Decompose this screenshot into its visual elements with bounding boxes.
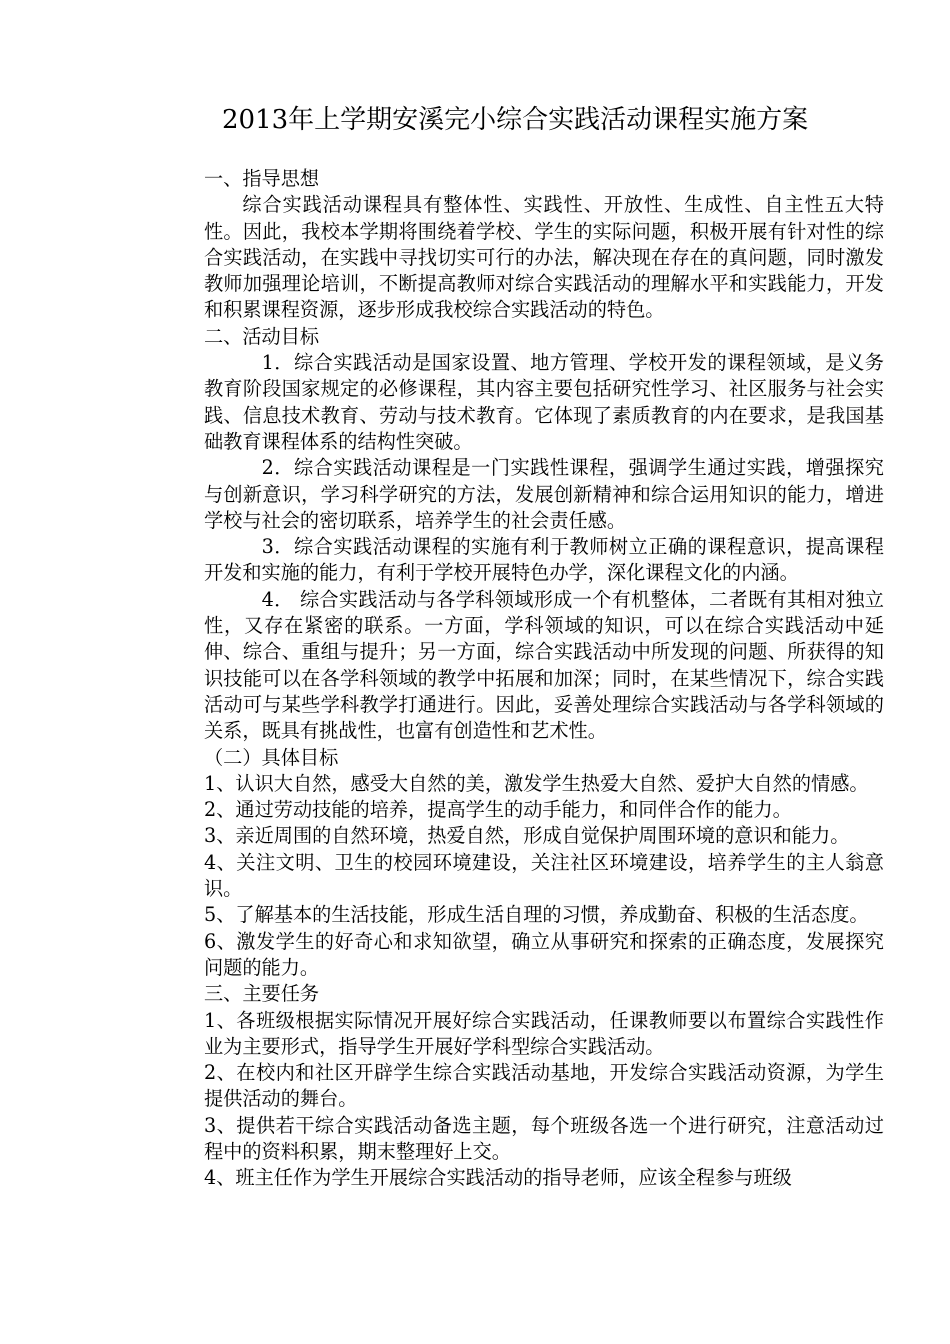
paragraph: 3、亲近周围的自然环境，热爱自然，形成自觉保护周围环境的意识和能力。 bbox=[204, 824, 850, 848]
paragraph: 三、主要任务 bbox=[204, 982, 320, 1006]
paragraph: 1、认识大自然，感受大自然的美，激发学生热爱大自然、爱护大自然的情感。 bbox=[204, 771, 869, 795]
paragraph: 2．综合实践活动课程是一门实践性课程，强调学生通过实践，增强探究与创新意识，学习科学研究的方法，发展创新精神和综合运用知识的能力，增进学校与社会的密切联系，培养学生的社会责任感。 bbox=[204, 456, 884, 532]
paragraph: 6、激发学生的好奇心和求知欲望，确立从事研究和探索的正确态度，发展探究问题的能力。 bbox=[204, 929, 884, 979]
document-title: 2013年上学期安溪完小综合实践活动课程实施方案 bbox=[222, 105, 809, 135]
paragraph: 5、了解基本的生活技能，形成生活自理的习惯，养成勤奋、积极的生活态度。 bbox=[204, 903, 869, 927]
paragraph: 二、活动目标 bbox=[204, 324, 320, 348]
document-body bbox=[204, 166, 884, 1192]
paragraph: 4、关注文明、卫生的校园环境建设，关注社区环境建设，培养学生的主人翁意识。 bbox=[204, 850, 884, 901]
paragraph: 4． 综合实践活动与各学科领域形成一个有机整体，二者既有其相对独立性，又存在紧密的联系。一方面，学科领域的知识，可以在综合实践活动中延伸、综合、重组与提升；另一方面，综合实践活动中所发现的问题、所获得的知识技能可以在各学科领域的教学中拓展和加深；同时，在某些情况下，综合实践活动可与某些学科教学打通进行。因此，妥善处理综合实践活动与各学科领域的关系，既具有挑战性，也富有创造性和艺术性。 bbox=[204, 587, 884, 743]
paragraph: 3、提供若干综合实践活动备选主题，每个班级各选一个进行研究，注意活动过程中的资料积累，期末整理好上交。 bbox=[204, 1113, 884, 1163]
paragraph: 一、指导思想 bbox=[204, 167, 320, 190]
paragraph: （二）具体目标 bbox=[204, 745, 339, 769]
paragraph: 2、通过劳动技能的培养，提高学生的动手能力，和同伴合作的能力。 bbox=[204, 798, 792, 822]
paragraph: 1．综合实践活动是国家设置、地方管理、学校开发的课程领域，是义务教育阶段国家规定的必修课程，其内容主要包括研究性学习、社区服务与社会实践、信息技术教育、劳动与技术教育。它体现了素质教育的内在要求，是我国基础教育课程体系的结构性突破。 bbox=[204, 351, 884, 453]
paragraph: 2、在校内和社区开辟学生综合实践活动基地，开发综合实践活动资源，为学生提供活动的舞台。 bbox=[204, 1061, 884, 1111]
paragraph: 3．综合实践活动课程的实施有利于教师树立正确的课程意识，提高课程开发和实施的能力，有利于学校开展特色办学，深化课程文化的内涵。 bbox=[204, 535, 884, 585]
paragraph: 4、班主任作为学生开展综合实践活动的指导老师，应该全程参与班级 bbox=[204, 1166, 792, 1190]
paragraph: 1、各班级根据实际情况开展好综合实践活动，任课教师要以布置综合实践性作业为主要形式，指导学生开展好学科型综合实践活动。 bbox=[204, 1008, 884, 1058]
paragraph: 综合实践活动课程具有整体性、实践性、开放性、生成性、自主性五大特性。因此，我校本学期将围绕着学校、学生的实际问题，积极开展有针对性的综合实践活动，在实践中寻找切实可行的办法，解决现在存在的真问题，同时激发教师加强理论培训，不断提高教师对综合实践活动的理解水平和实践能力，开发和积累课程资源，逐步形成我校综合实践活动的特色。 bbox=[204, 193, 884, 322]
